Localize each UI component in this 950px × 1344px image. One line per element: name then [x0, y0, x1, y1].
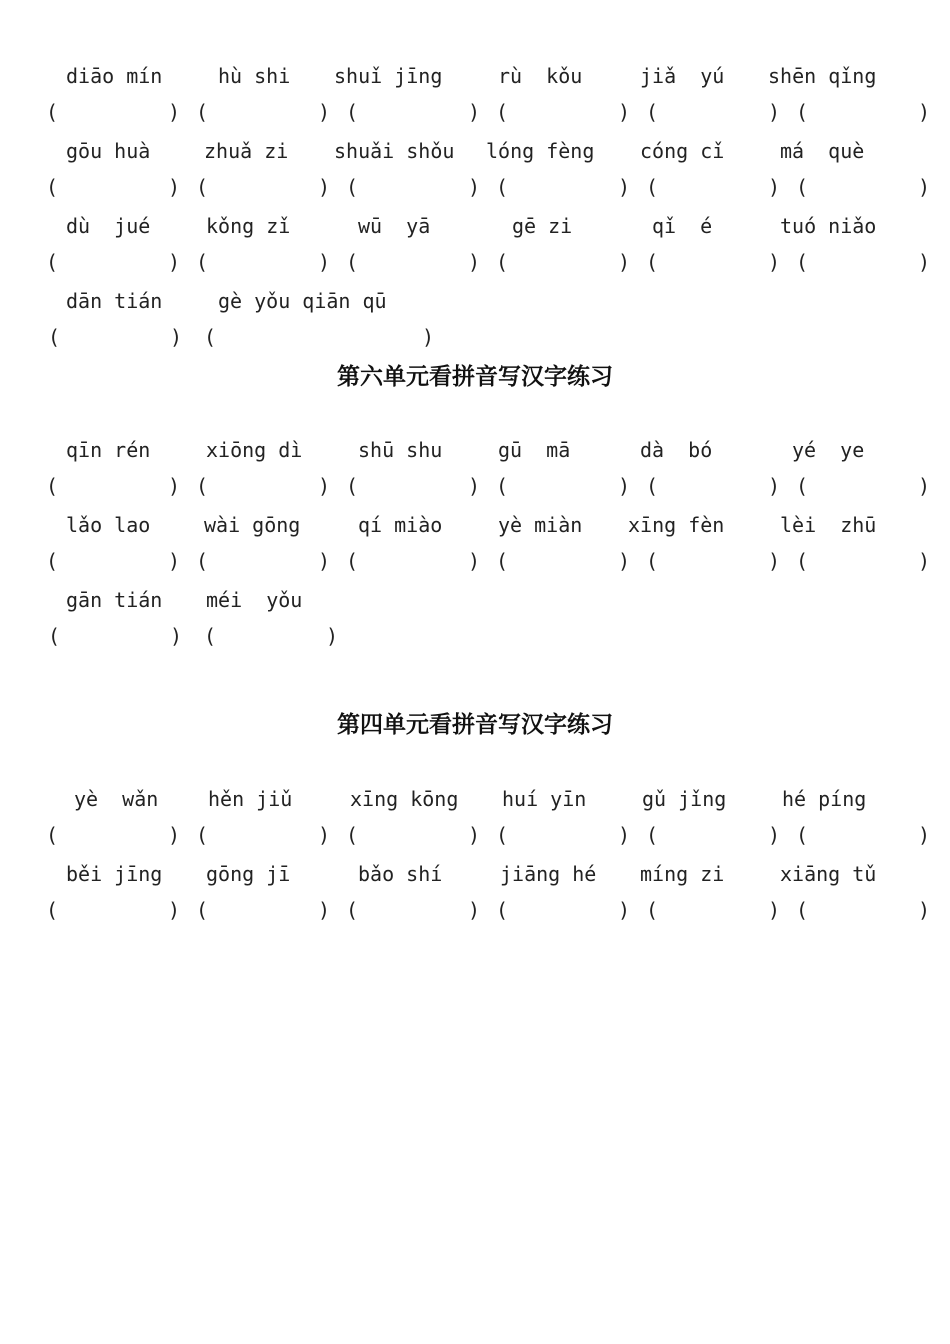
close-paren: ) [618, 250, 631, 274]
open-paren: ( [196, 898, 209, 922]
pinyin-word: gǔ jǐng [642, 787, 727, 811]
pinyin-word: xiāng tǔ [780, 862, 877, 886]
pinyin-row [0, 785, 950, 815]
open-paren: ( [646, 474, 659, 498]
pinyin-row [0, 287, 950, 317]
open-paren: ( [204, 624, 217, 648]
close-paren: ) [768, 549, 781, 573]
close-paren: ) [768, 898, 781, 922]
close-paren: ) [768, 100, 781, 124]
pinyin-word: gè yǒu qiān qū [218, 289, 387, 313]
answer-row [0, 547, 950, 577]
close-paren: ) [318, 474, 331, 498]
close-paren: ) [618, 549, 631, 573]
close-paren: ) [468, 175, 481, 199]
close-paren: ) [918, 474, 931, 498]
pinyin-word: hěn jiǔ [208, 787, 293, 811]
answer-row [0, 472, 950, 502]
pinyin-row [0, 62, 950, 92]
open-paren: ( [796, 823, 809, 847]
pinyin-word: bǎo shí [358, 862, 443, 886]
pinyin-word: shuǎi shǒu [334, 139, 455, 163]
open-paren: ( [796, 898, 809, 922]
open-paren: ( [646, 175, 659, 199]
pinyin-word: shēn qǐng [768, 64, 877, 88]
open-paren: ( [46, 549, 59, 573]
close-paren: ) [768, 250, 781, 274]
pinyin-word: míng zi [640, 862, 725, 886]
open-paren: ( [496, 823, 509, 847]
close-paren: ) [318, 250, 331, 274]
close-paren: ) [618, 100, 631, 124]
pinyin-word: wài gōng [204, 513, 301, 537]
open-paren: ( [496, 898, 509, 922]
pinyin-row [0, 137, 950, 167]
close-paren: ) [326, 624, 339, 648]
section-title: 第六单元看拼音写汉字练习 [337, 363, 613, 390]
pinyin-word: méi yǒu [206, 588, 303, 612]
open-paren: ( [196, 175, 209, 199]
open-paren: ( [646, 898, 659, 922]
close-paren: ) [468, 823, 481, 847]
pinyin-word: gān tián [66, 588, 163, 612]
close-paren: ) [918, 100, 931, 124]
close-paren: ) [318, 549, 331, 573]
pinyin-word: wū yā [358, 214, 431, 238]
open-paren: ( [346, 100, 359, 124]
close-paren: ) [618, 474, 631, 498]
answer-row [0, 248, 950, 278]
pinyin-word: cóng cǐ [640, 139, 725, 163]
close-paren: ) [468, 474, 481, 498]
pinyin-word: dān tián [66, 289, 163, 313]
pinyin-word: xīng kōng [350, 787, 459, 811]
close-paren: ) [168, 474, 181, 498]
close-paren: ) [168, 175, 181, 199]
answer-row [0, 173, 950, 203]
open-paren: ( [496, 474, 509, 498]
close-paren: ) [168, 898, 181, 922]
open-paren: ( [796, 100, 809, 124]
close-paren: ) [918, 549, 931, 573]
pinyin-word: gū mā [498, 438, 571, 462]
close-paren: ) [468, 250, 481, 274]
close-paren: ) [168, 549, 181, 573]
open-paren: ( [46, 175, 59, 199]
pinyin-word: yè wǎn [74, 787, 159, 811]
answer-row [0, 323, 950, 353]
pinyin-word: qí miào [358, 513, 443, 537]
pinyin-row [0, 511, 950, 541]
pinyin-word: yè miàn [498, 513, 583, 537]
open-paren: ( [196, 549, 209, 573]
open-paren: ( [496, 100, 509, 124]
pinyin-word: yé ye [792, 438, 865, 462]
close-paren: ) [422, 325, 435, 349]
open-paren: ( [46, 250, 59, 274]
answer-row [0, 896, 950, 926]
close-paren: ) [318, 898, 331, 922]
pinyin-word: jiāng hé [500, 862, 597, 886]
close-paren: ) [918, 175, 931, 199]
open-paren: ( [496, 175, 509, 199]
close-paren: ) [618, 175, 631, 199]
open-paren: ( [46, 100, 59, 124]
close-paren: ) [318, 100, 331, 124]
close-paren: ) [468, 549, 481, 573]
pinyin-row [0, 586, 950, 616]
close-paren: ) [168, 250, 181, 274]
open-paren: ( [48, 624, 61, 648]
close-paren: ) [918, 250, 931, 274]
close-paren: ) [318, 823, 331, 847]
open-paren: ( [196, 100, 209, 124]
pinyin-word: xīng fèn [628, 513, 725, 537]
pinyin-word: lèi zhū [780, 513, 877, 537]
open-paren: ( [646, 549, 659, 573]
pinyin-word: běi jīng [66, 862, 163, 886]
pinyin-word: shuǐ jīng [334, 64, 443, 88]
close-paren: ) [918, 823, 931, 847]
pinyin-word: dà bó [640, 438, 713, 462]
close-paren: ) [768, 474, 781, 498]
close-paren: ) [618, 823, 631, 847]
answer-row [0, 821, 950, 851]
close-paren: ) [618, 898, 631, 922]
open-paren: ( [46, 823, 59, 847]
open-paren: ( [796, 549, 809, 573]
pinyin-word: jiǎ yú [640, 64, 725, 88]
pinyin-word: hé píng [782, 787, 867, 811]
open-paren: ( [196, 474, 209, 498]
open-paren: ( [496, 549, 509, 573]
open-paren: ( [204, 325, 217, 349]
open-paren: ( [46, 898, 59, 922]
pinyin-row [0, 436, 950, 466]
pinyin-row [0, 212, 950, 242]
pinyin-word: lóng fèng [486, 139, 595, 163]
pinyin-word: gōng jī [206, 862, 291, 886]
pinyin-word: hù shi [218, 64, 291, 88]
open-paren: ( [796, 474, 809, 498]
pinyin-row [0, 860, 950, 890]
pinyin-word: huí yīn [502, 787, 587, 811]
pinyin-word: rù kǒu [498, 64, 583, 88]
close-paren: ) [918, 898, 931, 922]
close-paren: ) [318, 175, 331, 199]
section-title: 第四单元看拼音写汉字练习 [337, 711, 613, 738]
open-paren: ( [796, 175, 809, 199]
pinyin-word: dù jué [66, 214, 151, 238]
pinyin-word: má què [780, 139, 865, 163]
open-paren: ( [796, 250, 809, 274]
pinyin-word: gē zi [512, 214, 573, 238]
close-paren: ) [468, 100, 481, 124]
open-paren: ( [46, 474, 59, 498]
close-paren: ) [168, 823, 181, 847]
open-paren: ( [346, 175, 359, 199]
close-paren: ) [170, 624, 183, 648]
pinyin-word: tuó niǎo [780, 214, 877, 238]
pinyin-word: qǐ é [652, 214, 713, 238]
open-paren: ( [48, 325, 61, 349]
close-paren: ) [168, 100, 181, 124]
open-paren: ( [346, 823, 359, 847]
open-paren: ( [346, 250, 359, 274]
pinyin-word: gōu huà [66, 139, 151, 163]
pinyin-word: diāo mín [66, 64, 163, 88]
open-paren: ( [346, 474, 359, 498]
pinyin-word: xiōng dì [206, 438, 303, 462]
open-paren: ( [346, 549, 359, 573]
pinyin-word: zhuǎ zi [204, 139, 289, 163]
close-paren: ) [468, 898, 481, 922]
open-paren: ( [196, 250, 209, 274]
open-paren: ( [646, 823, 659, 847]
open-paren: ( [196, 823, 209, 847]
open-paren: ( [646, 250, 659, 274]
pinyin-word: qīn rén [66, 438, 151, 462]
answer-row [0, 98, 950, 128]
open-paren: ( [346, 898, 359, 922]
open-paren: ( [496, 250, 509, 274]
pinyin-word: shū shu [358, 438, 443, 462]
pinyin-word: kǒng zǐ [206, 214, 291, 238]
close-paren: ) [170, 325, 183, 349]
answer-row [0, 622, 950, 652]
close-paren: ) [768, 175, 781, 199]
open-paren: ( [646, 100, 659, 124]
pinyin-word: lǎo lao [66, 513, 151, 537]
close-paren: ) [768, 823, 781, 847]
